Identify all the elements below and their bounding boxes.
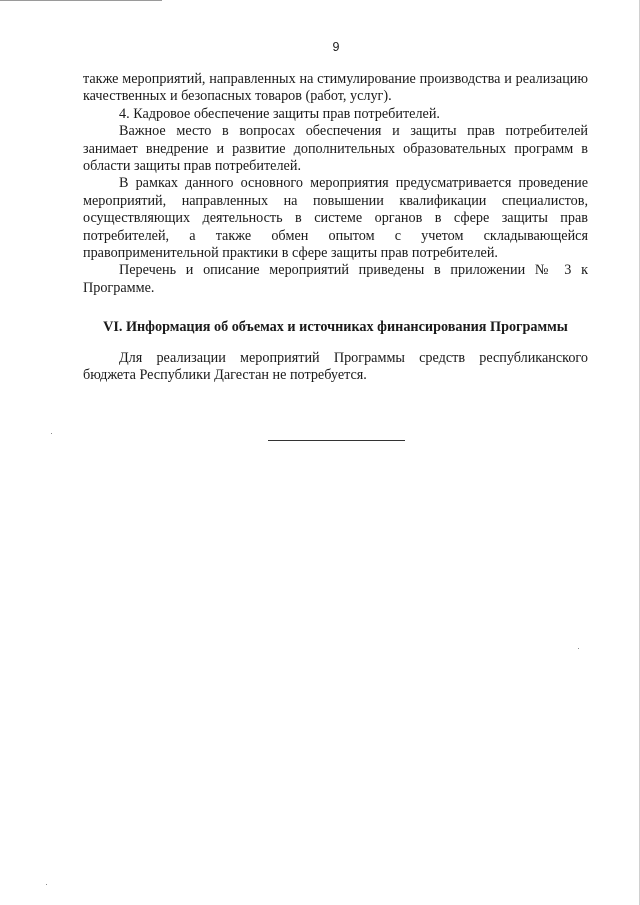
scan-speck — [51, 433, 52, 434]
paragraph-item-4: 4. Кадровое обеспечение защиты прав потребителей. — [119, 105, 440, 122]
paragraph-qualification: В рамках данного основного мероприятия предусматривается проведение мероприятий, направленных на повышении квалификации специалистов, осуществляющих деятельность в системе органов в сфере защиты прав потребителей, а также обмен опытом с учетом складывающейся правоприменительной практики в сфере защиты прав потребителей. — [83, 175, 588, 262]
end-rule — [268, 440, 405, 441]
paragraph-education: Важное место в вопросах обеспечения и защиты прав потребителей занимает внедрение и развитие дополнительных образовательных программ в области защиты прав потребителей. — [83, 123, 588, 175]
document-body — [83, 71, 588, 385]
paragraph-continuation: также мероприятий, направленных на стимулирование производства и реализацию качественных и безопасных товаров (работ, услуг). — [83, 71, 588, 105]
page-number: 9 — [332, 40, 340, 54]
scan-speck — [578, 648, 579, 649]
scan-edge-line — [0, 0, 162, 1]
paragraph-appendix-reference: Перечень и описание мероприятий приведены в приложении № 3 к Программе. — [83, 262, 588, 296]
section-paragraph: Для реализации мероприятий Программы средств республиканского бюджета Республики Дагестан не потребуется. — [83, 349, 588, 384]
scan-speck — [46, 884, 47, 885]
section-heading: VI. Информация об объемах и источниках финансирования Программы — [103, 319, 568, 336]
